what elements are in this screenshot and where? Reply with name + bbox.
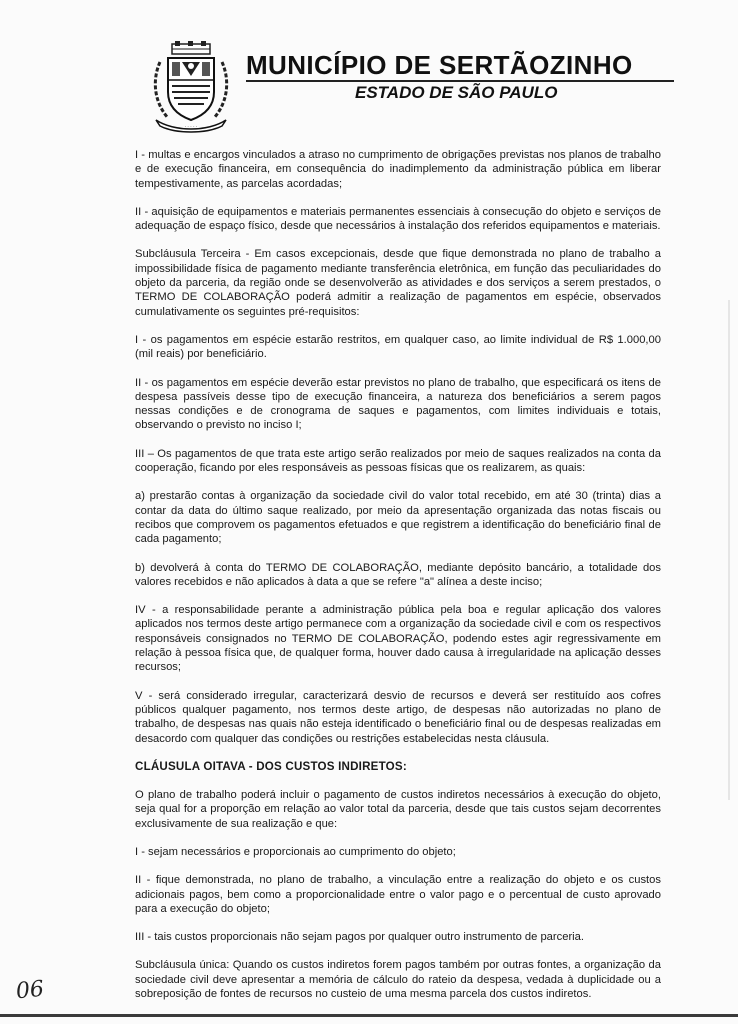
paragraph-subclause-unique: Subcláusula única: Quando os custos indiretos forem pagos também por outras fontes, a organização da sociedade civil deve apresentar a memória de cálculo do rateio da despesa, vedada à duplicidade ou a sobreposição de fontes de recursos no custeio de uma mesma parcela dos custos indiretos. bbox=[135, 959, 661, 1001]
scan-edge-shadow bbox=[728, 300, 730, 800]
document-body bbox=[135, 148, 661, 1013]
paragraph-item-b: b) devolverá à conta do TERMO DE COLABORAÇÃO, mediante depósito bancário, a totalidade dos valores recebidos e não aplicados à data a que se refere "a" alínea a deste inciso; bbox=[135, 561, 661, 588]
paragraph-withdrawals: III – Os pagamentos de que trata este artigo serão realizados por meio de saques realizados na conta da cooperação, ficando por eles responsáveis as pessoas físicas que os realizarem, as quais: bbox=[135, 447, 661, 475]
clause-eight-heading: CLÁUSULA OITAVA - DOS CUSTOS INDIRETOS: bbox=[135, 759, 407, 773]
municipal-coat-of-arms-icon bbox=[144, 40, 238, 134]
scan-bottom-edge bbox=[0, 1014, 738, 1017]
paragraph-irregular: V - será considerado irregular, caracterizará desvio de recursos e deverá ser restituído aos cofres públicos qualquer pagamento, nos termos deste artigo, de despesas não autorizadas no plano de trabalho, de despesas nas quais não esteja identificado o beneficiário final ou de despesas realizadas em desacordo com qualquer das condições ou restrições estabelecidas nesta cláusula. bbox=[135, 689, 661, 745]
paragraph-equipment: II - aquisição de equipamentos e materiais permanentes essenciais à consecução do objeto e serviços de adequação de espaço físico, desde que necessários à instalação dos referidos equipamentos e materiais. bbox=[135, 205, 661, 233]
paragraph-responsibility: IV - a responsabilidade perante a administração pública pela boa e regular aplicação dos valores aplicados nos termos deste artigo permanece com a organização da sociedade civil e com os respectivos responsáveis consignados no TERMO DE COLABORAÇÃO, podendo estes agir regressivamente em relação à pessoa física que, de qualquer forma, houver dado causa à irregularidade na aplicação desses recursos; bbox=[135, 604, 661, 674]
paragraph-indirect-ii: II - fique demonstrada, no plano de trabalho, a vinculação entre a realização do objeto e os custos adicionais pagos, bem como a proporcionalidade entre o valor pago e o percentual de custo aprovado para a execução do objeto; bbox=[135, 874, 661, 915]
paragraph-cash-plan: II - os pagamentos em espécie deverão estar previstos no plano de trabalho, que especificará os itens de despesa passíveis desse tipo de execução financeira, a natureza dos beneficiários a serem pagos nessas condições e de cronograma de saques e pagamentos, com limites individuais e totais, observando o previsto no inciso I; bbox=[135, 376, 661, 432]
paragraph-indirect-i: I - sejam necessários e proporcionais ao cumprimento do objeto; bbox=[135, 845, 456, 858]
svg-text:· · · · ·: · · · · · bbox=[184, 125, 198, 130]
paragraph-cash-limit: I - os pagamentos em espécie estarão restritos, em qualquer caso, ao limite individual de R$ 1.000,00 (mil reais) por beneficiário. bbox=[135, 333, 661, 361]
paragraph-indirect-costs: O plano de trabalho poderá incluir o pagamento de custos indiretos necessários à execução do objeto, seja qual for a proporção em relação ao valor total da parceria, desde que tais custos sejam decorrentes exclusivamente de sua realização e que: bbox=[135, 789, 661, 830]
paragraph-indirect-iii: III - tais custos proporcionais não sejam pagos por qualquer outro instrumento de parceria. bbox=[135, 931, 584, 944]
header-underline bbox=[246, 80, 674, 82]
paragraph-fines: I - multas e encargos vinculados a atraso no cumprimento de obrigações previstas nos planos de trabalho e de execução financeira, em consequência do inadimplemento da administração pública em liberar tempestivamente, as parcelas acordadas; bbox=[135, 149, 661, 190]
paragraph-item-a: a) prestarão contas à organização da sociedade civil do valor total recebido, em até 30 (trinta) dias a contar da data do último saque realizado, por meio da apresentação organizada das notas fiscais ou recibos que comprovem os pagamentos efetuados e que registrem a identificação do beneficiário final de cada pagamento; bbox=[135, 490, 661, 546]
state-subtitle: ESTADO DE SÃO PAULO bbox=[355, 83, 558, 102]
municipality-title: MUNICÍPIO DE SERTÃOZINHO bbox=[246, 50, 633, 80]
paragraph-subclause-third: Subcláusula Terceira - Em casos excepcionais, desde que fique demonstrada no plano de trabalho a impossibilidade física de pagamento mediante transferência eletrônica, em função das peculiaridades do objeto da parceria, da região onde se desenvolverão as atividades e dos serviços a serem prestados, o TERMO DE COLABORAÇÃO poderá admitir a realização de pagamentos em espécie, observados cumulativamente os seguintes pré-requisitos: bbox=[135, 248, 661, 318]
handwritten-page-number: 06 bbox=[14, 976, 46, 1005]
